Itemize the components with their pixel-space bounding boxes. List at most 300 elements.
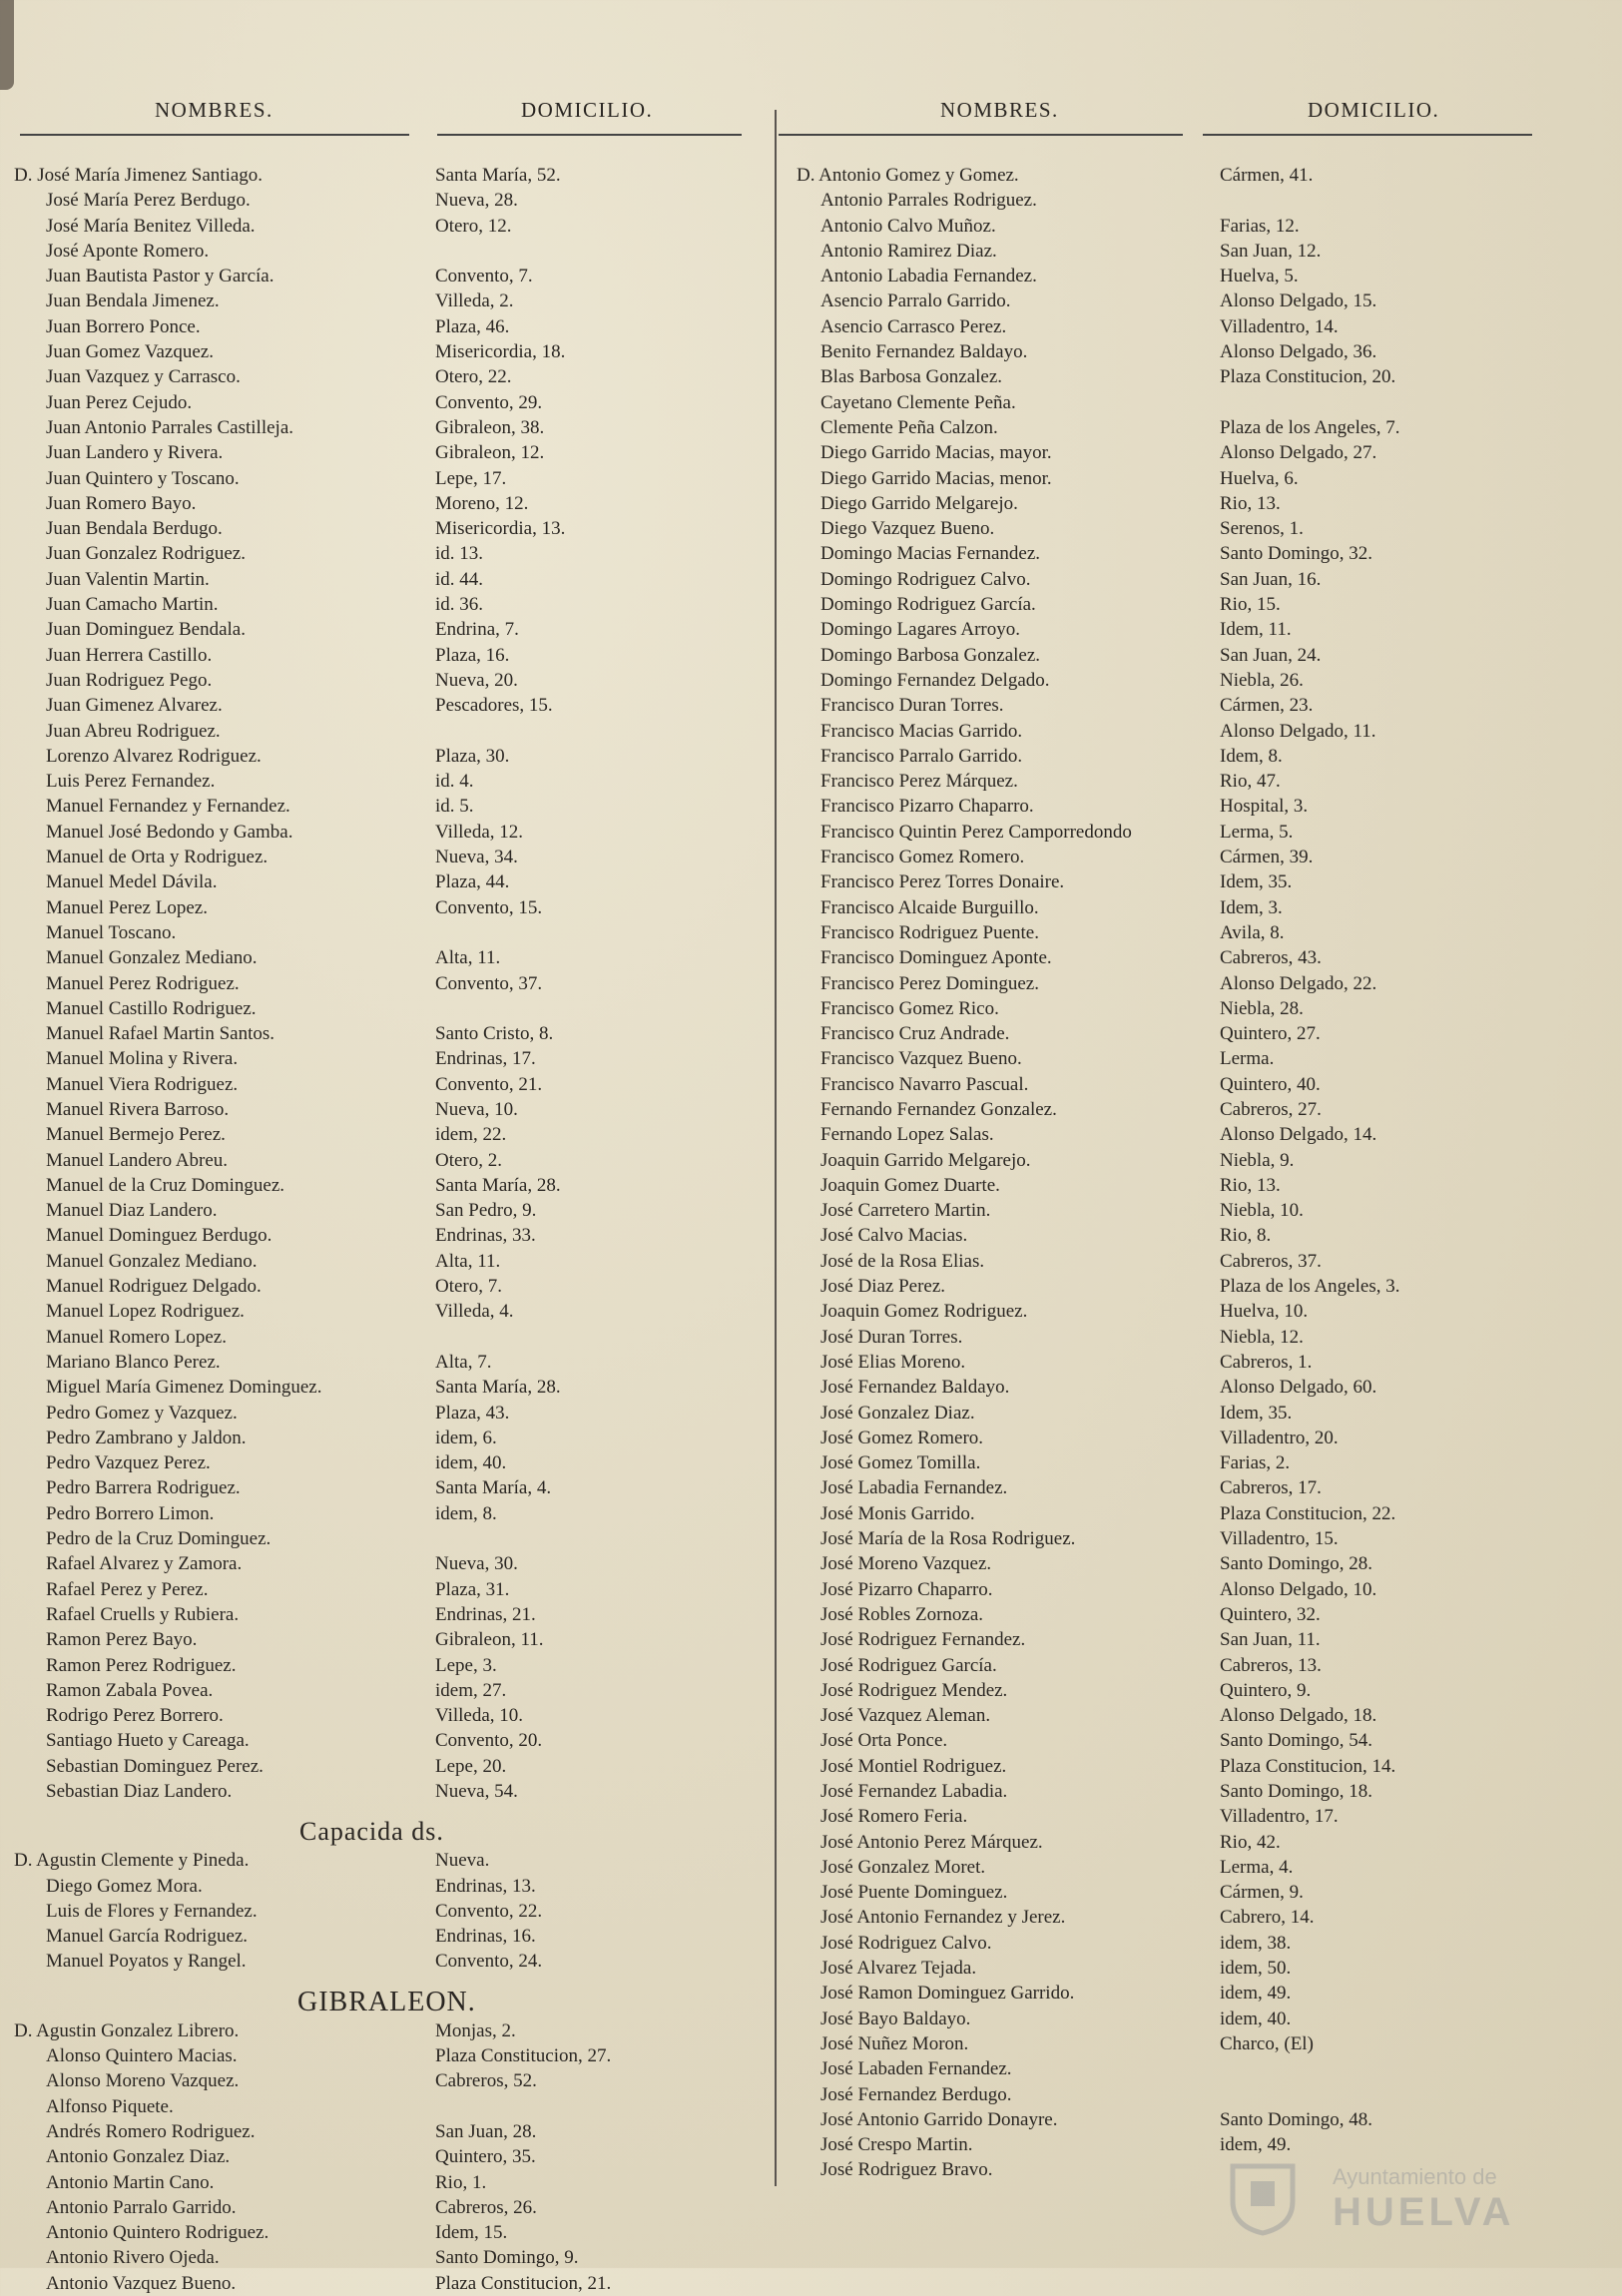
person-name: Alfonso Piquete. — [46, 2095, 174, 2117]
person-name: Diego Vazquez Bueno. — [820, 518, 995, 540]
paper-stain — [0, 0, 14, 90]
list-item — [779, 214, 1622, 239]
list-item — [0, 592, 769, 617]
domicile: Alta, 11. — [435, 1250, 501, 1272]
domicile: Huelva, 10. — [1220, 1301, 1309, 1323]
list-item — [779, 1375, 1622, 1400]
list-item — [779, 288, 1622, 313]
person-name: Juan Antonio Parrales Castilleja. — [46, 416, 294, 438]
person-name: Rafael Alvarez y Zamora. — [46, 1553, 243, 1575]
domicile: Huelva, 5. — [1220, 266, 1299, 287]
list-item — [0, 466, 769, 491]
domicile: Otero, 7. — [435, 1276, 503, 1298]
person-name: José Gomez Romero. — [820, 1427, 984, 1448]
domicile: Rio, 13. — [1220, 1174, 1281, 1196]
left-entries — [0, 163, 769, 2296]
person-name: Francisco Duran Torres. — [820, 695, 1004, 717]
list-item — [779, 1627, 1622, 1652]
domicile: Alta, 7. — [435, 1351, 492, 1373]
domicile: San Juan, 24. — [1220, 644, 1322, 666]
person-name: Domingo Fernandez Delgado. — [820, 669, 1050, 691]
list-item — [0, 1874, 769, 1899]
person-name: José Antonio Perez Márquez. — [820, 1831, 1043, 1853]
domicile: Convento, 15. — [435, 896, 543, 918]
list-item — [779, 2056, 1622, 2081]
domicile: Cármen, 41. — [1220, 165, 1314, 186]
person-name: Juan Dominguez Bendala. — [46, 619, 246, 641]
list-item — [0, 364, 769, 389]
person-name: Juan Gonzalez Rodriguez. — [46, 543, 246, 565]
domicile: id. 44. — [435, 568, 484, 590]
domicile: Endrinas, 33. — [435, 1225, 536, 1247]
person-name: Domingo Rodriguez Calvo. — [820, 568, 1031, 590]
domicile: idem, 40. — [1220, 2008, 1292, 2029]
domicile: Endrinas, 17. — [435, 1048, 536, 1070]
domicile: Plaza de los Angeles, 7. — [1220, 416, 1400, 438]
person-name: Cayetano Clemente Peña. — [820, 391, 1016, 413]
list-item — [0, 1653, 769, 1678]
left-domicile-underline — [437, 134, 742, 136]
list-item — [0, 2271, 769, 2296]
person-name: Joaquin Gomez Duarte. — [820, 1174, 1000, 1196]
list-item — [779, 643, 1622, 668]
domicile: Santo Domingo, 28. — [1220, 1553, 1373, 1575]
person-name: Pedro Zambrano y Jaldon. — [46, 1427, 247, 1448]
watermark-line1: Ayuntamiento de — [1333, 2164, 1497, 2189]
list-item — [779, 845, 1622, 869]
person-name: Fernando Fernandez Gonzalez. — [820, 1098, 1057, 1120]
list-item — [0, 2220, 769, 2245]
domicile: Lepe, 3. — [435, 1654, 497, 1676]
person-name: José Gonzalez Diaz. — [820, 1402, 975, 1424]
list-item — [779, 264, 1622, 288]
list-item — [0, 1924, 769, 1949]
person-name: Manuel de Orta y Rodriguez. — [46, 847, 269, 868]
domicile: Plaza, 30. — [435, 745, 510, 767]
domicile: Nueva, 28. — [435, 190, 518, 212]
list-item — [0, 1223, 769, 1248]
list-item — [779, 1097, 1622, 1122]
list-item — [779, 1981, 1622, 2006]
domicile: Cabreros, 26. — [435, 2196, 537, 2218]
list-item — [0, 2094, 769, 2119]
person-name: Juan Herrera Castillo. — [46, 644, 213, 666]
person-name: Manuel Poyatos y Rangel. — [46, 1951, 247, 1973]
person-name: José Robles Zornoza. — [820, 1603, 984, 1625]
domicile: Farias, 2. — [1220, 1452, 1291, 1474]
list-item — [779, 769, 1622, 794]
list-item — [779, 491, 1622, 516]
domicile: San Juan, 11. — [1220, 1629, 1321, 1651]
person-name: José Labaden Fernandez. — [820, 2058, 1012, 2080]
list-item — [0, 617, 769, 642]
domicile: Gibraleon, 12. — [435, 442, 545, 464]
domicile: Quintero, 9. — [1220, 1679, 1312, 1701]
domicile: idem, 6. — [435, 1427, 497, 1448]
list-item — [779, 541, 1622, 566]
domicile: Quintero, 32. — [1220, 1603, 1321, 1625]
person-name: D. Agustin Clemente y Pineda. — [14, 1850, 250, 1872]
person-name: Juan Vazquez y Carrasco. — [46, 366, 241, 388]
person-name: Alonso Moreno Vazquez. — [46, 2070, 240, 2092]
person-name: Manuel Viera Rodriguez. — [46, 1073, 239, 1095]
person-name: Francisco Vazquez Bueno. — [820, 1048, 1022, 1070]
person-name: José Rodriguez Fernandez. — [820, 1629, 1026, 1651]
person-name: Francisco Perez Dominguez. — [820, 972, 1039, 994]
list-item — [0, 945, 769, 970]
person-name: Manuel Molina y Rivera. — [46, 1048, 239, 1070]
domicile: Plaza, 46. — [435, 315, 510, 337]
list-item — [779, 1426, 1622, 1450]
person-name: Antonio Parrales Rodriguez. — [820, 190, 1037, 212]
list-item — [779, 1728, 1622, 1753]
person-name: Antonio Rivero Ojeda. — [46, 2247, 220, 2269]
person-name: Francisco Gomez Rico. — [820, 997, 999, 1019]
list-item — [779, 1350, 1622, 1375]
list-item — [0, 1097, 769, 1122]
person-name: Juan Bendala Berdugo. — [46, 518, 223, 540]
right-names-underline — [779, 134, 1183, 136]
list-item — [0, 188, 769, 213]
list-item — [779, 1072, 1622, 1097]
list-item — [0, 1375, 769, 1400]
person-name: Domingo Barbosa Gonzalez. — [820, 644, 1041, 666]
person-name: Juan Gimenez Alvarez. — [46, 695, 223, 717]
person-name: Manuel José Bedondo y Gamba. — [46, 821, 293, 843]
list-item — [779, 1501, 1622, 1526]
list-item — [0, 1703, 769, 1728]
list-item — [0, 1122, 769, 1147]
column-divider — [775, 110, 777, 2186]
list-item — [0, 1021, 769, 1046]
domicile: Santo Domingo, 9. — [435, 2247, 579, 2269]
person-name: José Fernandez Baldayo. — [820, 1377, 1010, 1399]
list-item — [0, 1779, 769, 1804]
domicile: Niebla, 12. — [1220, 1326, 1304, 1348]
person-name: Antonio Ramirez Diaz. — [820, 240, 997, 262]
domicile: Niebla, 26. — [1220, 669, 1304, 691]
section-gibraleon-title: GIBRALEON. — [297, 1986, 476, 2017]
person-name: Francisco Parralo Garrido. — [820, 745, 1023, 767]
person-name: José Labadia Fernandez. — [820, 1477, 1008, 1499]
person-name: José Nuñez Moron. — [820, 2032, 969, 2054]
list-item — [779, 1779, 1622, 1804]
person-name: Diego Garrido Macias, mayor. — [820, 442, 1052, 464]
list-item — [0, 1198, 769, 1223]
domicile: Otero, 22. — [435, 366, 512, 388]
person-name: Juan Rodriguez Pego. — [46, 669, 213, 691]
person-name: Manuel Gonzalez Mediano. — [46, 1250, 258, 1272]
domicile: Misericordia, 18. — [435, 341, 566, 363]
person-name: Juan Abreu Rodriguez. — [46, 720, 221, 742]
list-item — [779, 719, 1622, 744]
domicile: Cabreros, 17. — [1220, 1477, 1322, 1499]
domicile: idem, 38. — [1220, 1932, 1292, 1954]
list-item — [779, 163, 1622, 188]
person-name: Rodrigo Perez Borrero. — [46, 1705, 224, 1727]
domicile: Cabreros, 37. — [1220, 1250, 1322, 1272]
list-item — [779, 1931, 1622, 1956]
person-name: Diego Garrido Macias, menor. — [820, 467, 1052, 489]
person-name: Antonio Quintero Rodriguez. — [46, 2222, 270, 2244]
left-names-underline — [20, 134, 409, 136]
person-name: José Orta Ponce. — [820, 1730, 948, 1752]
domicile: Gibraleon, 38. — [435, 416, 545, 438]
person-name: Santiago Hueto y Careaga. — [46, 1730, 250, 1752]
list-item — [0, 491, 769, 516]
domicile: Nueva, 30. — [435, 1553, 518, 1575]
list-item — [779, 364, 1622, 389]
domicile: Lepe, 17. — [435, 467, 507, 489]
list-item — [0, 1072, 769, 1097]
list-item — [0, 719, 769, 744]
domicile: Villeda, 10. — [435, 1705, 524, 1727]
person-name: José Carretero Martin. — [820, 1200, 991, 1222]
list-item — [0, 264, 769, 288]
list-item — [779, 1804, 1622, 1829]
list-item — [779, 1450, 1622, 1475]
list-item — [0, 1728, 769, 1753]
domicile: Convento, 37. — [435, 972, 543, 994]
person-name: Francisco Perez Márquez. — [820, 771, 1018, 793]
domicile: Pescadores, 15. — [435, 695, 553, 717]
domicile: Alonso Delgado, 60. — [1220, 1377, 1377, 1399]
domicile: idem, 49. — [1220, 2134, 1292, 2156]
list-item — [779, 996, 1622, 1021]
list-item — [0, 1475, 769, 1500]
list-item — [779, 415, 1622, 440]
list-item — [0, 1899, 769, 1924]
list-item — [0, 516, 769, 541]
person-name: Juan Bautista Pastor y García. — [46, 266, 274, 287]
person-name: Luis de Flores y Fernandez. — [46, 1900, 258, 1922]
list-item — [779, 1223, 1622, 1248]
domicile: Lerma. — [1220, 1048, 1275, 1070]
domicile: Plaza, 31. — [435, 1578, 510, 1600]
person-name: Pedro de la Cruz Dominguez. — [46, 1528, 271, 1550]
domicile: Nueva, 10. — [435, 1098, 518, 1120]
person-name: Rafael Perez y Perez. — [46, 1578, 209, 1600]
person-name: José Aponte Romero. — [46, 240, 210, 262]
domicile: Cármen, 23. — [1220, 695, 1314, 717]
domicile: Endrina, 7. — [435, 619, 519, 641]
person-name: José Romero Feria. — [820, 1806, 968, 1828]
list-item — [779, 567, 1622, 592]
domicile: San Pedro, 9. — [435, 1200, 537, 1222]
list-item — [0, 1401, 769, 1426]
list-item — [0, 214, 769, 239]
list-item — [0, 895, 769, 920]
list-item — [0, 390, 769, 415]
person-name: Domingo Rodriguez García. — [820, 594, 1036, 616]
person-name: Domingo Lagares Arroyo. — [820, 619, 1020, 641]
list-item — [0, 693, 769, 718]
domicile: Avila, 8. — [1220, 921, 1285, 943]
list-item — [0, 415, 769, 440]
domicile: Alonso Delgado, 27. — [1220, 442, 1377, 464]
list-item — [779, 1198, 1622, 1223]
person-name: Ramon Zabala Povea. — [46, 1679, 214, 1701]
list-item — [779, 188, 1622, 213]
person-name: Manuel Fernandez y Fernandez. — [46, 796, 290, 818]
list-item — [0, 1046, 769, 1071]
person-name: Benito Fernandez Baldayo. — [820, 341, 1028, 363]
domicile: id. 5. — [435, 796, 474, 818]
domicile: Convento, 22. — [435, 1900, 543, 1922]
domicile: Santa María, 28. — [435, 1174, 561, 1196]
list-item — [779, 592, 1622, 617]
domicile: Niebla, 10. — [1220, 1200, 1304, 1222]
list-item — [0, 1602, 769, 1627]
domicile: Plaza Constitucion, 20. — [1220, 366, 1396, 388]
domicile: Nueva, 34. — [435, 847, 518, 868]
person-name: Fernando Lopez Salas. — [820, 1124, 994, 1146]
person-name: José Ramon Dominguez Garrido. — [820, 1983, 1075, 2005]
domicile: Alonso Delgado, 22. — [1220, 972, 1377, 994]
list-item — [779, 971, 1622, 996]
list-item — [0, 769, 769, 794]
domicile: Plaza Constitucion, 21. — [435, 2272, 612, 2294]
domicile: San Juan, 28. — [435, 2120, 537, 2142]
list-item — [779, 2107, 1622, 2132]
person-name: Miguel María Gimenez Dominguez. — [46, 1377, 322, 1399]
list-item — [779, 1526, 1622, 1551]
person-name: Rafael Cruells y Rubiera. — [46, 1603, 240, 1625]
person-name: Manuel Dominguez Berdugo. — [46, 1225, 272, 1247]
domicile: Alonso Delgado, 18. — [1220, 1705, 1377, 1727]
domicile: Niebla, 28. — [1220, 997, 1304, 1019]
list-item — [779, 1122, 1622, 1147]
domicile: Alonso Delgado, 11. — [1220, 720, 1376, 742]
list-item — [0, 2018, 769, 2043]
list-item — [779, 820, 1622, 845]
person-name: Asencio Parralo Garrido. — [820, 290, 1011, 312]
person-name: José Bayo Baldayo. — [820, 2008, 971, 2029]
domicile: Plaza Constitucion, 14. — [1220, 1755, 1396, 1777]
list-item — [779, 744, 1622, 769]
list-item — [779, 2132, 1622, 2157]
list-item — [779, 617, 1622, 642]
domicile: Santo Domingo, 48. — [1220, 2108, 1373, 2130]
list-item — [0, 2195, 769, 2220]
person-name: Pedro Vazquez Perez. — [46, 1452, 211, 1474]
list-item — [0, 2119, 769, 2144]
domicile: Nueva. — [435, 1850, 490, 1872]
person-name: Juan Romero Bayo. — [46, 492, 197, 514]
section-capacidades-title: Capacida ds. — [299, 1817, 444, 1847]
list-item — [779, 1173, 1622, 1198]
list-item — [0, 541, 769, 566]
domicile: Cabreros, 43. — [1220, 947, 1322, 969]
section-gibraleon — [0, 1975, 769, 2018]
person-name: Sebastian Diaz Landero. — [46, 1781, 233, 1802]
domicile: Convento, 29. — [435, 391, 543, 413]
domicile: Cabreros, 27. — [1220, 1098, 1322, 1120]
domicile: Gibraleon, 11. — [435, 1629, 544, 1651]
person-name: Manuel Romero Lopez. — [46, 1326, 227, 1348]
domicile: Villadentro, 14. — [1220, 315, 1339, 337]
person-name: Antonio Gonzalez Diaz. — [46, 2146, 231, 2168]
right-domicile-header: DOMICILIO. — [1308, 98, 1440, 122]
domicile: Lepe, 20. — [435, 1755, 507, 1777]
domicile: Cármen, 39. — [1220, 847, 1314, 868]
list-item — [0, 1577, 769, 1602]
domicile: Rio, 1. — [435, 2171, 487, 2193]
person-name: José Moreno Vazquez. — [820, 1553, 992, 1575]
domicile: idem, 49. — [1220, 1983, 1292, 2005]
crest-icon — [1213, 2156, 1313, 2236]
person-name: José Alvarez Tejada. — [820, 1958, 977, 1980]
person-name: Manuel García Rodriguez. — [46, 1926, 249, 1948]
list-item — [779, 440, 1622, 465]
person-name: Francisco Gomez Romero. — [820, 847, 1025, 868]
person-name: Joaquin Garrido Melgarejo. — [820, 1149, 1031, 1171]
domicile: Plaza Constitucion, 27. — [435, 2045, 612, 2067]
person-name: José Puente Dominguez. — [820, 1882, 1008, 1904]
list-item — [0, 567, 769, 592]
list-item — [779, 1249, 1622, 1274]
person-name: José Monis Garrido. — [820, 1502, 975, 1524]
list-item — [0, 440, 769, 465]
right-domicile-underline — [1203, 134, 1532, 136]
person-name: Alonso Quintero Macias. — [46, 2045, 238, 2067]
person-name: José Crespo Martin. — [820, 2134, 973, 2156]
domicile: Moreno, 12. — [435, 492, 529, 514]
person-name: Manuel de la Cruz Dominguez. — [46, 1174, 285, 1196]
domicile: Santa María, 4. — [435, 1477, 552, 1499]
list-item — [779, 693, 1622, 718]
person-name: Francisco Alcaide Burguillo. — [820, 896, 1039, 918]
person-name: Juan Borrero Ponce. — [46, 315, 201, 337]
domicile: Otero, 2. — [435, 1149, 503, 1171]
person-name: D. Antonio Gomez y Gomez. — [797, 165, 1019, 186]
person-name: Blas Barbosa Gonzalez. — [820, 366, 1003, 388]
person-name: Joaquin Gomez Rodriguez. — [820, 1301, 1028, 1323]
list-item — [0, 1350, 769, 1375]
person-name: Sebastian Dominguez Perez. — [46, 1755, 264, 1777]
person-name: José Duran Torres. — [820, 1326, 963, 1348]
person-name: Ramon Perez Bayo. — [46, 1629, 198, 1651]
domicile: San Juan, 12. — [1220, 240, 1322, 262]
list-item — [779, 869, 1622, 894]
domicile: Rio, 47. — [1220, 771, 1281, 793]
domicile: Hospital, 3. — [1220, 796, 1309, 818]
list-item — [0, 239, 769, 264]
person-name: Manuel Rodriguez Delgado. — [46, 1276, 262, 1298]
list-item — [779, 1046, 1622, 1071]
domicile: Otero, 12. — [435, 215, 512, 237]
right-names-header: NOMBRES. — [940, 98, 1059, 122]
list-item — [779, 2031, 1622, 2056]
domicile: Alonso Delgado, 15. — [1220, 290, 1377, 312]
list-item — [779, 1299, 1622, 1324]
person-name: Antonio Martin Cano. — [46, 2171, 215, 2193]
domicile: idem, 8. — [435, 1502, 497, 1524]
person-name: Juan Valentin Martin. — [46, 568, 210, 590]
person-name: Andrés Romero Rodriguez. — [46, 2120, 256, 2142]
list-item — [779, 1653, 1622, 1678]
domicile: Convento, 21. — [435, 1073, 543, 1095]
person-name: Ramon Perez Rodriguez. — [46, 1654, 237, 1676]
person-name: José María de la Rosa Rodriguez. — [820, 1528, 1076, 1550]
list-item — [0, 2043, 769, 2068]
list-item — [779, 1703, 1622, 1728]
person-name: Antonio Labadia Fernandez. — [820, 266, 1037, 287]
person-name: Francisco Cruz Andrade. — [820, 1023, 1010, 1045]
domicile: id. 4. — [435, 771, 474, 793]
domicile: Villeda, 12. — [435, 821, 524, 843]
list-item — [0, 869, 769, 894]
